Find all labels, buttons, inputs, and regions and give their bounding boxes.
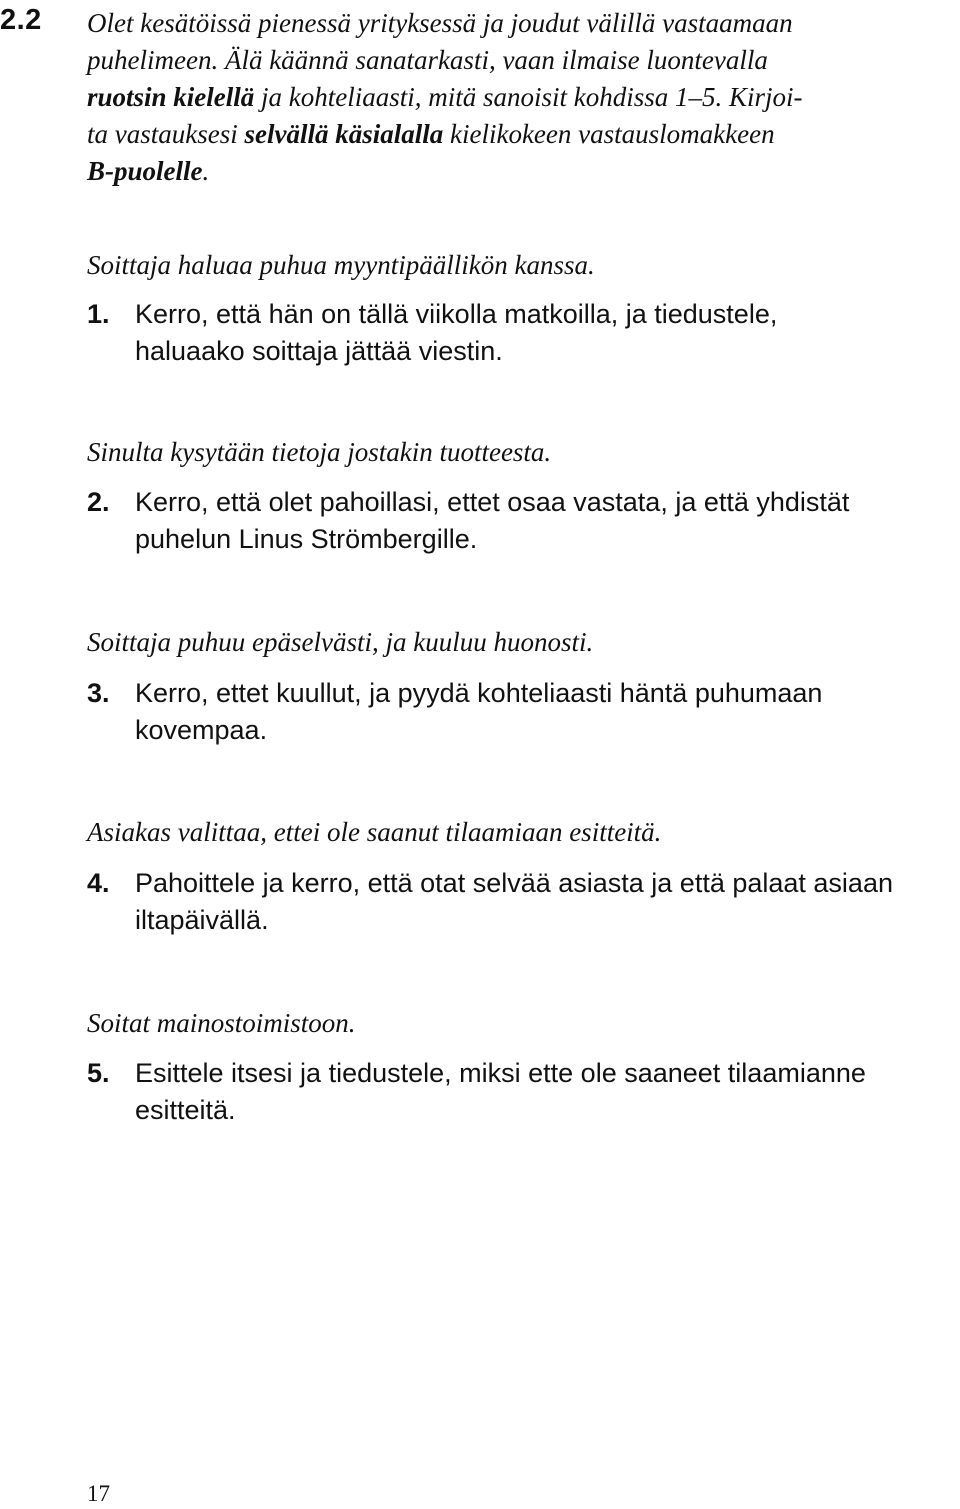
emphasis-side: B-puolelle [87,156,203,186]
task-text: Kerro, että olet pahoillasi, ettet osaa vastata, ja että yhdistät puhelun Linus Strömbergille. [135,487,850,554]
task-number: 4. [87,868,110,898]
exercise-instructions [87,5,955,190]
task-number: 3. [87,678,110,708]
task-number: 2. [87,487,110,517]
page-number: 17 [87,1481,110,1506]
emphasis-language: ruotsin kielellä [87,82,255,112]
task-4 [87,865,960,939]
instructions-line: puhelimeen. Älä käännä sanatarkasti, vaan ilmaise luontevalla [87,45,768,75]
task-5 [87,1055,960,1129]
situation-3: Soittaja puhuu epäselvästi, ja kuuluu huonosti. [87,627,594,657]
task-text: Kerro, että hän on tällä viikolla matkoilla, ja tiedustele, haluaako soittaja jättää viestin. [135,299,778,366]
task-text: Kerro, ettet kuullut, ja pyydä kohteliaasti häntä puhumaan kovempaa. [135,678,823,745]
instructions-line: ta vastauksesi selvällä käsialalla kielikokeen vastauslomakkeen [87,119,775,149]
task-number: 5. [87,1058,110,1088]
task-text: Esittele itsesi ja tiedustele, miksi ette ole saaneet tilaamianne esitteitä. [135,1058,866,1125]
instructions-line: Olet kesätöissä pienessä yrityksessä ja joudut välillä vastaamaan [87,8,793,38]
section-number: 2.2 [0,4,42,36]
task-2 [87,484,960,558]
situation-1: Soittaja haluaa puhua myyntipäällikön kanssa. [87,250,595,280]
task-text: Pahoittele ja kerro, että otat selvää asiasta ja että palaat asiaan iltapäivällä. [135,868,893,935]
situation-4: Asiakas valittaa, ettei ole saanut tilaamiaan esitteitä. [87,817,662,847]
situation-2: Sinulta kysytään tietoja jostakin tuotteesta. [87,437,552,467]
task-number: 1. [87,299,110,329]
situation-5: Soitat mainostoimistoon. [87,1008,356,1038]
task-1 [87,296,960,370]
task-3 [87,675,960,749]
emphasis-handwriting: selvällä käsialalla [244,119,444,149]
instructions-line: B-puolelle. [87,156,210,186]
instructions-line: ruotsin kielellä ja kohteliaasti, mitä sanoisit kohdissa 1–5. Kirjoi- [87,82,803,112]
